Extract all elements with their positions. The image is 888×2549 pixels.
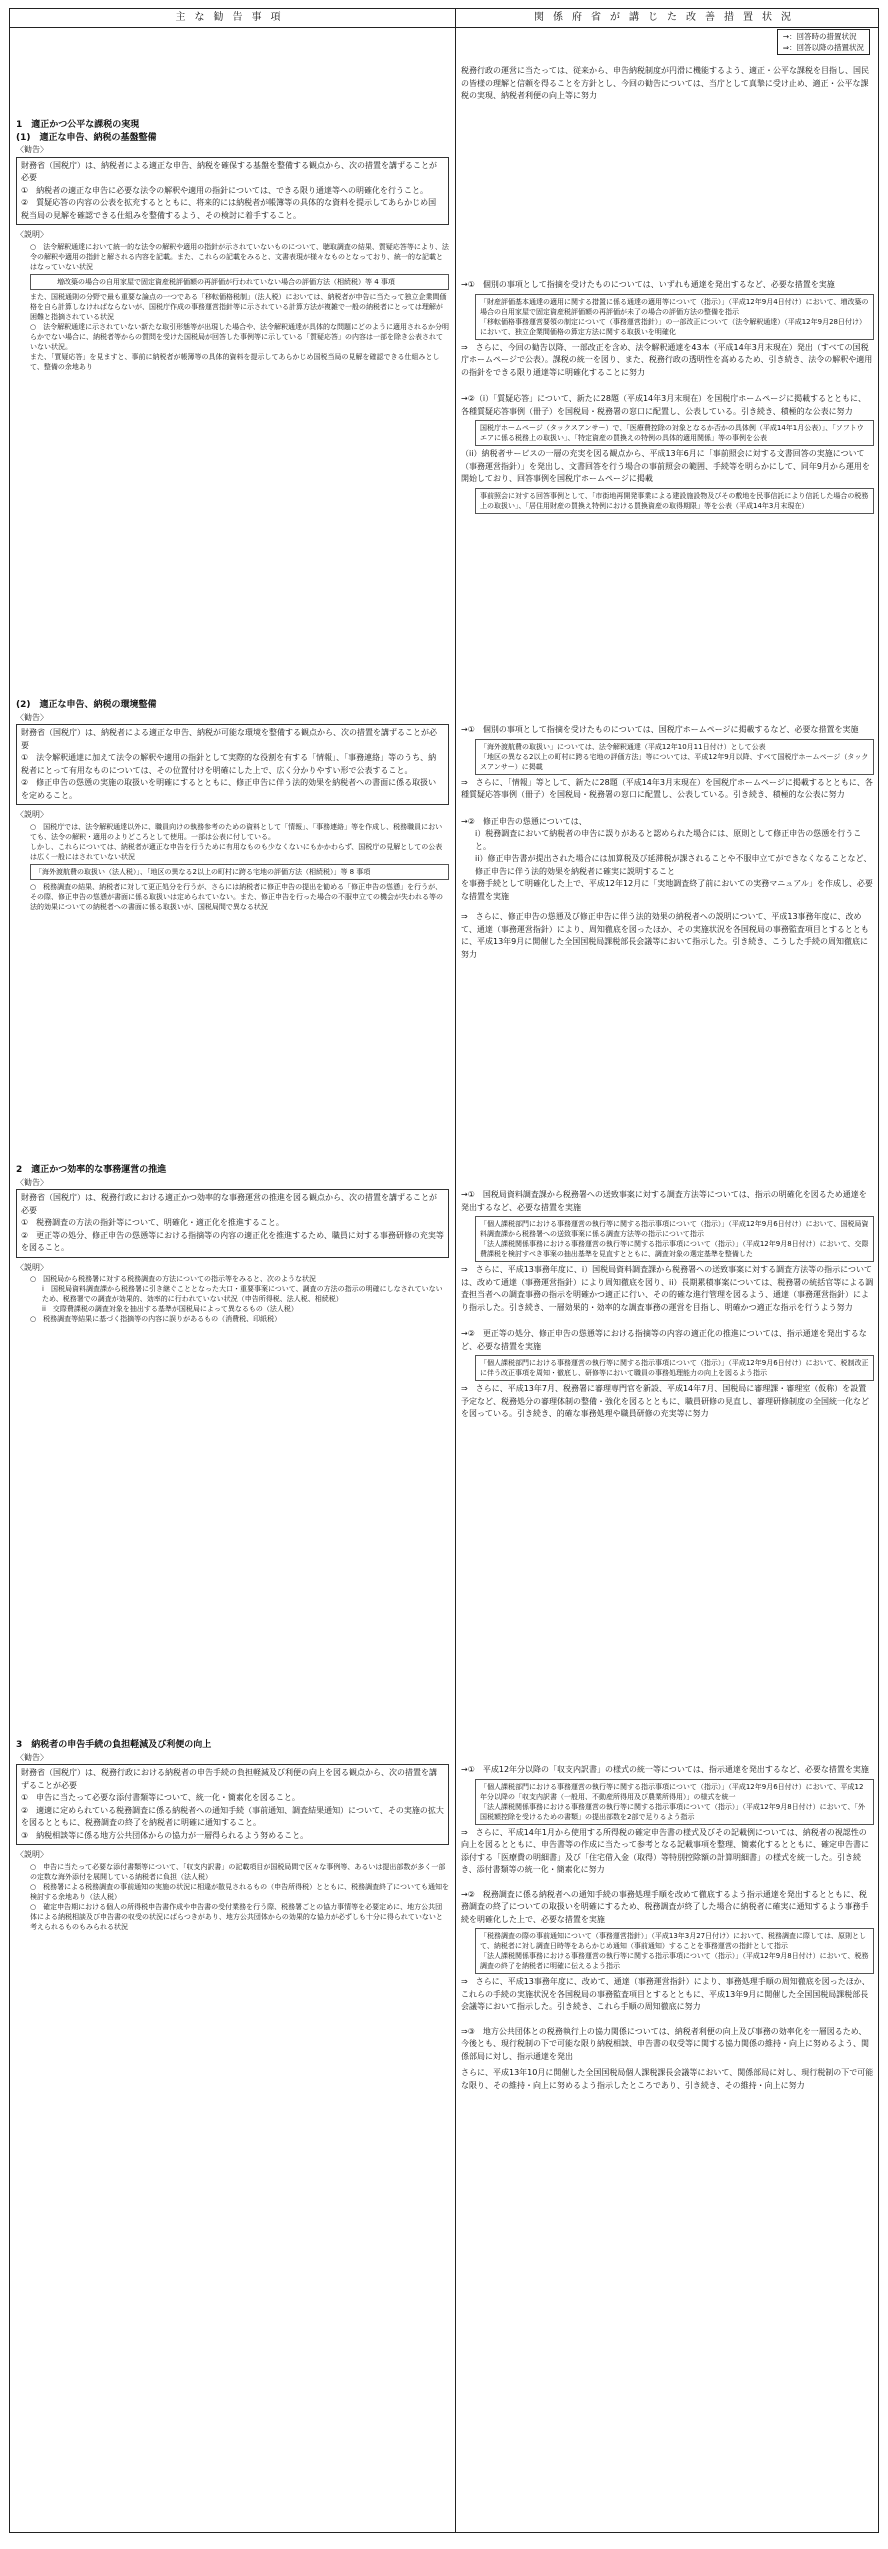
- response-item: →① 個別の事項として指摘を受けたものについては、国税庁ホームページに掲載するなど、必要な措置を実施: [461, 725, 859, 734]
- section-title: 1 適正かつ公平な課税の実現: [16, 120, 140, 130]
- response-item: ⇒ さらに、平成13事務年度に、i）国税局資料調査課から税務署への送致事案に対する調査方法等の指示については、改めて通達（事務運営指針）により周知徹底を図り、ii）長期累積事案については、税務署の統括官等による調査担当者への調査事務の指示を明確かつ適正に行い、その的確な進行管理を図るよう、通達（事務運営指針）により指示した。引き続き、一層効果的・効率的な調査事務の運営を目指し、明確かつ適正な指示を行うよう努力: [461, 1265, 874, 1312]
- recommendation-text: 財務省（国税庁）は、税務行政における適正かつ効率的な事務運営の推進を図る観点から、次の措置を講ずることが必要: [21, 1193, 437, 1215]
- explanation-item: i 国税局資料調査課から税務署に引き継ぐこととなった大口・重要事案について、調査の方法の指示の明確にしなされていないため、税務署での調査が効果的、効率的に行われていない状況（申告所得税、法人税、相続税）: [42, 1285, 443, 1303]
- recommendation-item: ① 税務調査の方法の指針等について、明確化・適正化を推進すること。: [21, 1218, 284, 1227]
- response-item: さらに、平成13年10月に開催した全国国税局個人課税課長会議等において、関係部局に対し、現行税制の下で可能な限り、その維持・向上に努めるよう指示したところであり、引き続き、その維持・向上に努力: [461, 2068, 874, 2090]
- legend-line-1: →：回答時の措置状況: [782, 32, 857, 41]
- setsumei-label: 〈説明〉: [16, 810, 48, 819]
- response-note: [475, 739, 874, 775]
- response-note: [475, 1216, 874, 1262]
- left-column-header: 主な勧告事項: [10, 9, 456, 27]
- response-note: 「個人課税部門における事務運営の執行等に関する指示事項について（指示）」（平成12年9月6日付け）において、税制改正に伴う改正事項を周知・徹底し、研修等において職員の事務処理能力の向上を図るよう指示: [475, 1355, 874, 1381]
- recommendation-item: ① 納税者の適正な申告に必要な法令の解釈や適用の指針については、できる限り通達等への明確化を行うこと。: [21, 185, 429, 195]
- explanation-item: ii 交際費課税の調査対象を抽出する基準が国税局によって異なるもの（法人税）: [42, 1305, 298, 1313]
- column-divider: [455, 27, 456, 2532]
- response-note-item: 「個人課税部門における事務運営の執行等に関する指示事項について（指示）」（平成12年9月6日付け）において、平成12年分以降の「収支内訳書（一般用、不動産所得用及び農業所得用）」の様式を統一: [480, 1782, 864, 1801]
- response-item: ii）修正申告書が提出された場合には加算税及び延滞税が課されることや不服申立てができなくなることなど、修正申告に伴う法的効果を納税者に確実に説明すること: [475, 854, 872, 876]
- explanation-item: また、国税通則の分野で最も重要な論点の一つである「移転価格税制」（法人税）においては、納税者が申告に当たって独立企業間価格を自ら計算しなければならないが、国税庁作成の事務運営指針等に示されている計算方法が複雑で一般の納税者にとっては理解が困難と指摘されている状況: [30, 292, 447, 321]
- recommendation-box: [16, 157, 449, 226]
- response-note: [475, 1779, 874, 1825]
- response-item: →① 国税局資料調査課から税務署への送致事案に対する調査方法等については、指示の明確化を図るため通達を発出するなど、必要な措置を実施: [461, 1190, 867, 1212]
- response-item: →② 税務調査に係る納税者への通知手続の事務処理手順を改めて徹底するよう指示通達を発出するとともに、税務調査の終了についての取扱いを明確にするため、税務調査が終了した場合に納税者に確実に通知するよう事務手続を明確化した上で、必要な措置を実施: [461, 1889, 869, 1924]
- recommendation-item: ② 質疑応答の内容の公表を拡充するとともに、将来的には納税者が帳簿等の具体的な資料を提示してあらかじめ国税当局の見解を確認できる仕組みを整備するよう、その検討に着手すること。: [21, 198, 437, 220]
- response-note-item: 「法人課税関係事務における事務運営の執行等に関する指示事項について（指示）」（平成12年9月8日付け）において、「外国税額控除を受けるための書類」の提出部数を2部で足りるよう指示: [480, 1802, 866, 1821]
- recommendation-box: [16, 724, 449, 805]
- section-1-right: [461, 279, 874, 516]
- subsection-title: (2) 適正な申告、納税の環境整備: [16, 700, 157, 710]
- response-note-item: 「法人課税関係事務における事務運営の執行等に関する指示事項について（指示）」（平成12年9月8日付け）において、税務調査の終了を納税者に明確に伝えるよう指示: [480, 1952, 869, 1970]
- response-note-item: 「移転価格事務運営要領の制定について（事務運営指針）」の一部改正について（法令解釈通達）（平成12年9月28日付け）において、独立企業間価格の算定方法に関する取扱いを明確化: [480, 317, 866, 336]
- response-note: [475, 1928, 874, 1974]
- recommendation-item: ③ 納税相談等に係る地方公共団体からの協力が一層得られるよう努めること。: [21, 1830, 309, 1840]
- section-1-left: [16, 119, 449, 372]
- explanation-item: ○ 国税局から税務署に対する税務調査の方法についての指示等をみると、次のような状況: [30, 1275, 316, 1283]
- response-item: ⇒ さらに、平成13年7月、税務署に審理専門官を新設、平成14年7月、国税局に審理課・審理室（仮称）を設置予定など、税務処分の審理体制の整備・強化を図るとともに、職員研修の見直し、審理研修制度の全国統一化などを図っている。引き続き、的確な事務処理や職員研修の充実等に努力: [461, 1384, 869, 1418]
- subsection-title: (1) 適正な申告、納税の基盤整備: [16, 132, 157, 143]
- section-2-left: [16, 1164, 449, 1324]
- response-note: [475, 294, 874, 340]
- legend: [777, 29, 870, 55]
- explanation-item: ○ 法令解釈通達に示されていない新たな取引形態等が出現した場合や、法令解釈通達が具体的な問題にどのように適用されるか分明らかでない場合に、納税者等からの質問を受けた国税局が回答した事例等に示している「質疑応答」の内容は一部を除き公表されていない状況。: [30, 322, 449, 351]
- kankoku-label: 〈勧告〉: [16, 145, 48, 154]
- recommendation-box: [16, 1189, 449, 1258]
- explanation-item: ○ 国税庁では、法令解釈通達以外に、職員向けの執務参考のための資料として「情報」、「事務連絡」等を作成し、税務職員においても、法令の解釈・適用のよりどころとして使用。一部は公表に付している。: [30, 822, 443, 841]
- response-note: 事前照会に対する回答事例として、「市街地再開発事業による建設施設物及びその敷地を民事信託により信託した場合の税務上の取扱い」、「居住用財産の買換え特例における買換資産の取得期限」等を公表（平成14年3月末現在）: [475, 488, 874, 514]
- response-note-item: 「海外渡航費の取扱い」については、法令解釈通達（平成12年10月11日付け）として公表: [480, 742, 766, 751]
- section-3-right: [461, 1764, 874, 2092]
- response-item: →① 個別の事項として指摘を受けたものについては、いずれも通達を発出するなど、必要な措置を実施: [461, 280, 835, 289]
- setsumei-label: 〈説明〉: [16, 1850, 48, 1859]
- response-item: →① 平成12年分以降の「収支内訳書」の様式の統一等については、指示通達を発出するなど、必要な措置を実施: [461, 1765, 869, 1774]
- right-column-header: 関係府省が講じた改善措置状況: [534, 12, 800, 23]
- setsumei-label: 〈説明〉: [16, 230, 48, 239]
- explanation-item: ○ 申告に当たって必要な添付書類等について、「収支内訳書」の記載項目が国税局間で区々な事例等、あるいは提出部数が多く一部の定数な海外添付を展開している納税者に負担（法人税）: [30, 1862, 446, 1881]
- response-item: i）税務調査において納税者の申告に誤りがあると認められた場合には、原則として修正申告の慫慂を行うこと。: [475, 829, 862, 851]
- intro-text: 税務行政の運営に当たっては、従来から、申告納税制度が円滑に機能するよう、適正・公平な課税を目指し、国民の皆様の理解と信頼を得ることを方針とし、今回の勧告については、当庁として真摯に受け止め、適正・公平な課税の実現、納税者利便の向上等に努力: [461, 66, 869, 100]
- example-note: 増改築の場合の自用家屋で固定資産税評価額の再評価が行われていない場合の評価方法（相続税）等 4 事項: [30, 274, 449, 290]
- section-2-right: [461, 1189, 874, 1421]
- recommendation-text: 財務省（国税庁）は、税務行政における納税者の申告手続の負担軽減及び利便の向上を図る観点から、次の措置を講ずることが必要: [21, 1768, 437, 1790]
- response-item: ⇒ さらに、修正申告の慫慂及び修正申告に伴う法的効果の納税者への説明について、平成13事務年度に、改めて、通達（事務運営指針）により、周知徹底を図ったほか、その実施状況を各国税局の事務監査項目とするとともに、平成13年9月に開催した全国国税局課税部長会議等において指示した。引き続き、こうした手続の周知徹底に努力: [461, 912, 869, 959]
- explanation-item: ○ 確定申告期における個人の所得税申告書作成や申告書の受付業務を行う際、税務署ごとの協力事情等を必要定めに、地方公共団体による納税相談及び申告書の収受の状況にばらつきがあり、地方公共団体からの効果的な協力が必ずしも十分に得られていないと考えられるものもみられる状況: [30, 1902, 443, 1931]
- kankoku-label: 〈勧告〉: [16, 712, 48, 722]
- recommendation-item: ① 申告に当たって必要な添付書類等について、統一化・簡素化を図ること。: [21, 1793, 300, 1802]
- explanation-item: ○ 税務署による税務調査の事前通知の実施の状況に相違が散見されるもの（申告所得税）とともに、税務調査終了についても通知を検討する余地あり（法人税）: [30, 1882, 449, 1901]
- response-item: ⇒ さらに、平成14年1月から使用する所得税の確定申告書の様式及びその記載例については、納税者の視認性の向上を図るとともに、申告書等の作成に当たって参考となる記載事項を整理、簡素化するとともに、確定申告書に添付する「医療費の明細書」及び「住宅借入金（取得）等特別控除額の計算明細書」の様式を統一した。引き続き、添付書類等の統一化・簡素化に努力: [461, 1827, 869, 1874]
- response-note-item: 「財産評価基本通達の適用に関する措置に係る通達の適用等について（指示）」（平成12年9月4日付け）において、増改築の場合の自用家屋で固定資産税評価額の再評価が未了の場合の評価方法の整備を指示: [480, 297, 869, 316]
- explanation-item: また、「質疑応答」を見ますと、事前に納税者が帳簿等の具体的資料を提示してあらかじめ国税当局の見解を確認できる仕組みとして、整備の余地あり: [30, 352, 440, 371]
- explanation-item: しかし、これらについては、納税者が適正な申告を行うために有用なものも少なくないにもかかわらず、国税庁の見解としての公表は広く一般にはされていない状況: [30, 842, 443, 861]
- response-item: →② 更正等の処分、修正申告の慫慂等における指摘等の内容の適正化の推進については、指示通達を発出するなど、必要な措置を実施: [461, 1329, 867, 1351]
- setsumei-label: 〈説明〉: [16, 1262, 48, 1272]
- legend-line-2: ⇒：回答以降の措置状況: [782, 43, 864, 52]
- response-item: （ii）納税者サービスの一層の充実を図る観点から、平成13年6月に「事前照会に対する文書回答の実施について（事務運営指針）」を発出し、文書回答を行う場合の事前照会の範囲、手続等を明らかにして、同年9月から運用を開始しており、回答事例を国税庁ホームページに掲載: [461, 449, 870, 483]
- recommendation-item: ② 修正申告の慫慂の実施の取扱いを明確にするとともに、修正申告に伴う法的効果を納税者への書面に係る取扱いを定めること。: [21, 778, 437, 800]
- recommendation-text: 財務省（国税庁）は、納税者による適正な申告、納税が可能な環境を整備する観点から、次の措置を講ずることが必要: [21, 728, 437, 750]
- section-title: 3 納税者の申告手続の負担軽減及び利便の向上: [16, 1740, 212, 1750]
- kankoku-label: 〈勧告〉: [16, 1177, 48, 1187]
- response-item: を事務手続として明確化した上で、平成12年12月に「実地調査終了前においての実務マニュアル」を作成し、必要な措置を実施: [461, 879, 873, 901]
- explanation-item: ○ 法令解釈通達において統一的な法令の解釈や適用の指針が示されていないものについて、聴取調査の結果、質疑応答等により、法令の解釈や適用の指針と解される内容を記載。また、これらの記載をみると、文書表現が様々なものとなっており、統一的な記載とはなっていない状況: [30, 242, 449, 271]
- column-header-row: [10, 9, 878, 28]
- response-item: →②（i）「質疑応答」について、新たに28題（平成14年3月末現在）を国税庁ホームページに掲載するとともに、各種質疑応答事例（冊子）を国税局・税務署の窓口に配置し、公表している。引き続き、積極的な公表に努力: [461, 394, 867, 416]
- explanation-item: ○ 税務調査の結果、納税者に対して更正処分を行うが、さらには納税者に修正申告の提出を勧める「修正申告の慫慂」を行うが、その際、修正申告の慫慂が書面に係る取扱いは定められていない。また、修正申告を行った場合の不服申立ての機会が失われる等の法的効果についての納税者への書面に係る取扱いが、国税局間で異なる状況: [30, 882, 443, 911]
- response-note-item: 「法人課税関係事務における事務運営の執行等に関する指示事項について（指示）」（平成12年9月8日付け）において、交際費課税を検討すべき事案の抽出基準を見直すとともに、調査対象の選定基準を整備した: [480, 1240, 869, 1258]
- section-1-2-right: [461, 724, 874, 961]
- response-item: →② 修正申告の慫慂については、: [461, 816, 587, 826]
- recommendation-item: ② 適適に定められている税務調査に係る納税者への通知手続（事前通知、調査結果通知）について、その実施の拡大を図るとともに、税務調査の終了を納税者に明確に通知すること。: [21, 1805, 444, 1827]
- response-note-item: 「個人課税部門における事務運営の執行等に関する指示事項について（指示）」（平成12年9月6日付け）において、国税局資料調査課から税務署への送致事案に係る調査方法等の指示について指示: [480, 1220, 869, 1238]
- recommendation-item: ① 法令解釈通達に加えて法令の解釈や適用の指針として実際的な役割を有する「情報」、「事務連絡」等のうち、納税者にとって有用なものについては、その位置付けを明確にした上で、広く分かりやすい形で公表すること。: [21, 753, 437, 775]
- response-note-item: 「地区の異なる2以上の町村に跨る宅地の評価方法」等については、平成12年9月以降、すべて国税庁ホームページ（タックスアンサー）に掲載: [480, 752, 869, 771]
- response-item: ⇒ さらに、「情報」等として、新たに28題（平成14年3月末現在）を国税庁ホームページに掲載するとともに、各種質疑応答事例（冊子）を国税局・税務署の窓口に配置し、公表している。引き続き、積極的な公表に努力: [461, 777, 873, 799]
- section-1-2-left: [16, 699, 449, 912]
- document-page: [9, 8, 879, 2533]
- recommendation-box: [16, 1764, 449, 1845]
- response-item: ⇒ さらに、平成13事務年度に、改めて、通達（事務運営指針）により、事務処理手順の周知徹底を図ったほか、これらの手続の実施状況を各国税局の事務監査項目とするとともに、平成13年9月に開催した全国国税局課税部長会議等において指示した。引き続き、これら手順の周知徹底に努力: [461, 1977, 870, 2011]
- explanation-item: ○ 税務調査等結果に基づく指摘等の内容に誤りがあるもの（消費税、印紙税）: [30, 1315, 282, 1323]
- response-item: ⇒③ 地方公共団体との税務執行上の協力関係については、納税者利便の向上及び事務の効率化を一層図るため、今後とも、現行税制の下で可能な限り納税相談、申告書の収受等に関する協力関係の維持・向上に努めるよう、関係部局に対し、指示通達を発出: [461, 2026, 869, 2061]
- response-note-item: 「税務調査の際の事前通知について（事務運営指針）」（平成13年3月27日付け）において、税務調査に際しては、原則として、納税者に対し調査日時等をあらかじめ通知（事前通知）することを事務運営の指針として指示: [480, 1932, 866, 1950]
- section-title: 2 適正かつ効率的な事務運営の推進: [16, 1165, 167, 1175]
- example-note: 「海外渡航費の取扱い（法人税）」、「地区の異なる2以上の町村に跨る宅地の評価方法（相続税）」等 8 事項: [30, 864, 449, 880]
- section-3-left: [16, 1739, 449, 1932]
- response-note: 国税庁ホームページ（タックスアンサー）で、「医療費控除の対象となるか否かの具体例（平成14年1月公表）」、「ソフトウエアに係る税務上の取扱い」、「特定資産の買換えの特例の具体的適用関係」等の事例を公表: [475, 420, 874, 446]
- recommendation-text: 財務省（国税庁）は、納税者による適正な申告、納税を確保する基盤を整備する観点から、次の措置を講ずることが必要: [21, 160, 437, 182]
- recommendation-item: ② 更正等の処分、修正申告の慫慂等における指摘等の内容の適正化を推進するため、職員に対する事務研修の充実等を図ること。: [21, 1230, 444, 1252]
- response-item: ⇒ さらに、今回の勧告以降、一部改正を含め、法令解釈通達を43本（平成14年3月末現在）発出（すべての国税庁ホームページで公表）。課税の統一を図り、また、税務行政の透明性を高めるため、引き続き、法令の解釈や適用の指針をできる限り通達等に明確化することに努力: [461, 342, 873, 377]
- kankoku-label: 〈勧告〉: [16, 1752, 48, 1762]
